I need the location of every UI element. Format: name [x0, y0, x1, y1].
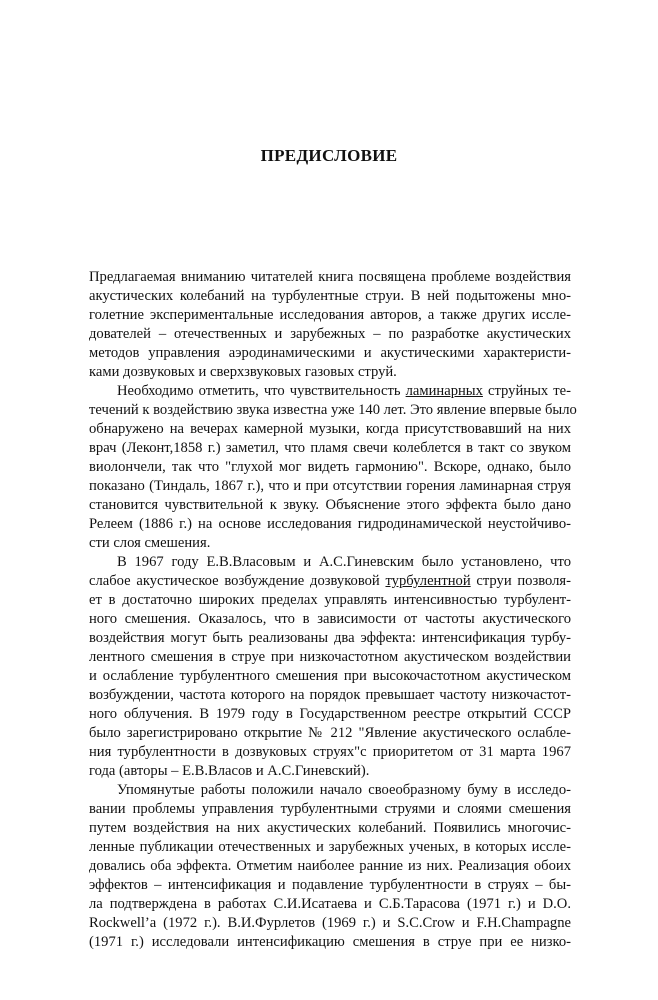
text-line: ла подтверждена в работах С.И.Исатаева и С.Б.Тарасова (1971 г.) и D.O. [89, 896, 571, 912]
text-line: ет в достаточно широких пределах управлять интенсивностью турбулент- [89, 592, 571, 608]
page-title: ПРЕДИСЛОВИЕ [260, 146, 398, 165]
text-line: акустических колебаний на турбулентные струи. В ней подытожены мно- [89, 288, 571, 304]
text-line [89, 382, 571, 401]
text-line: (1971 г.) исследовали интенсификацию смешения в струе при ее низко- [89, 934, 571, 950]
text-line: ного смешения. Оказалось, что в зависимости от частоты акустического [89, 611, 571, 627]
text-line: Предлагаемая вниманию читателей книга посвящена проблеме воздействия [89, 269, 571, 285]
text-line: было зарегистрировано открытие № 212 "Явление акустического ослабле- [89, 725, 571, 741]
text-line: обнаружено на вечерах камерной музыки, когда присутствовавший на них [89, 421, 571, 437]
text-line: путем воздействия на них акустических колебаний. Появились многочис- [89, 820, 571, 836]
text-line: становится чувствительной к звуку. Объяснение этого эффекта было дано [89, 497, 571, 513]
text-line: голетние экспериментальные исследования авторов, а также других иссле- [89, 307, 571, 323]
text-line: и ослабление турбулентного смешения при высокочастотном акустическом [89, 668, 571, 684]
text-line: Релеем (1886 г.) на основе исследования гидродинамической неустойчиво- [89, 516, 571, 532]
paragraph-3 [89, 553, 571, 781]
text-line: ния турбулентности в дозвуковых струях"с приоритетом от 31 марта 1967 [89, 744, 571, 760]
underlined-word: турбулентной [385, 573, 471, 589]
text-line: Упомянутые работы положили начало своеобразному буму в исследо- [117, 782, 571, 798]
text-line: возбуждении, частота которого на порядок превышает частоту низкочастот- [89, 687, 571, 703]
text-line: вании проблемы управления турбулентными струями и слоями смешения [89, 801, 571, 817]
text-line: года (авторы – Е.В.Власов и А.С.Гиневский). [89, 763, 370, 779]
paragraph-4 [89, 781, 571, 952]
text-line [89, 572, 571, 591]
text-line: ками дозвуковых и сверхзвуковых газовых струй. [89, 364, 397, 380]
text-segment: струйных те- [482, 383, 571, 399]
text-line: эффектов – интенсификация и подавление турбулентности в струях – бы- [89, 877, 571, 893]
text-segment: слабое акустическое возбуждение дозвуковой [89, 573, 386, 589]
text-line: ленные публикации отечественных и зарубежных ученых, в которых иссле- [89, 839, 571, 855]
text-line: сти слоя смешения. [89, 535, 211, 551]
underlined-word: ламинарных [405, 383, 483, 399]
text-segment: струи позволя- [470, 573, 571, 589]
body-text [89, 268, 577, 952]
text-segment: Необходимо отметить, что чувствительность [117, 383, 406, 399]
text-line: методов управления аэродинамическими и акустическими характеристи- [89, 345, 571, 361]
text-line: дователей – отечественных и зарубежных – по разработке акустических [89, 326, 571, 342]
text-line: течений к воздействию звука известна уже 140 лет. Это явление впервые было [89, 402, 577, 418]
text-line: ного облучения. В 1979 году в Государственном реестре открытий СССР [89, 706, 571, 722]
text-line: Rockwell’a (1972 г.). В.И.Фурлетов (1969 г.) и S.C.Crow и F.H.Champagne [89, 915, 571, 931]
paragraph-1 [89, 268, 571, 382]
text-line: воздействия могут быть реализованы два эффекта: интенсификация турбу- [89, 630, 571, 646]
text-line: виолончели, так что "глухой мог видеть гармонию". Вскоре, однако, было [89, 459, 571, 475]
text-line: довались оба эффекта. Отметим наиболее ранние из них. Реализация обоих [89, 858, 571, 874]
text-line: врач (Леконт,1858 г.) заметил, что пламя свечи колеблется в такт со звуком [89, 440, 571, 456]
paragraph-2 [89, 382, 577, 553]
text-line: лентного смешения в струе при низкочастотном акустическом воздействии [89, 649, 571, 665]
text-line: показано (Тиндаль, 1867 г.), что и при отсутствии горения ламинарная струя [89, 478, 571, 494]
text-line: В 1967 году Е.В.Власовым и А.С.Гиневским было установлено, что [117, 554, 571, 570]
